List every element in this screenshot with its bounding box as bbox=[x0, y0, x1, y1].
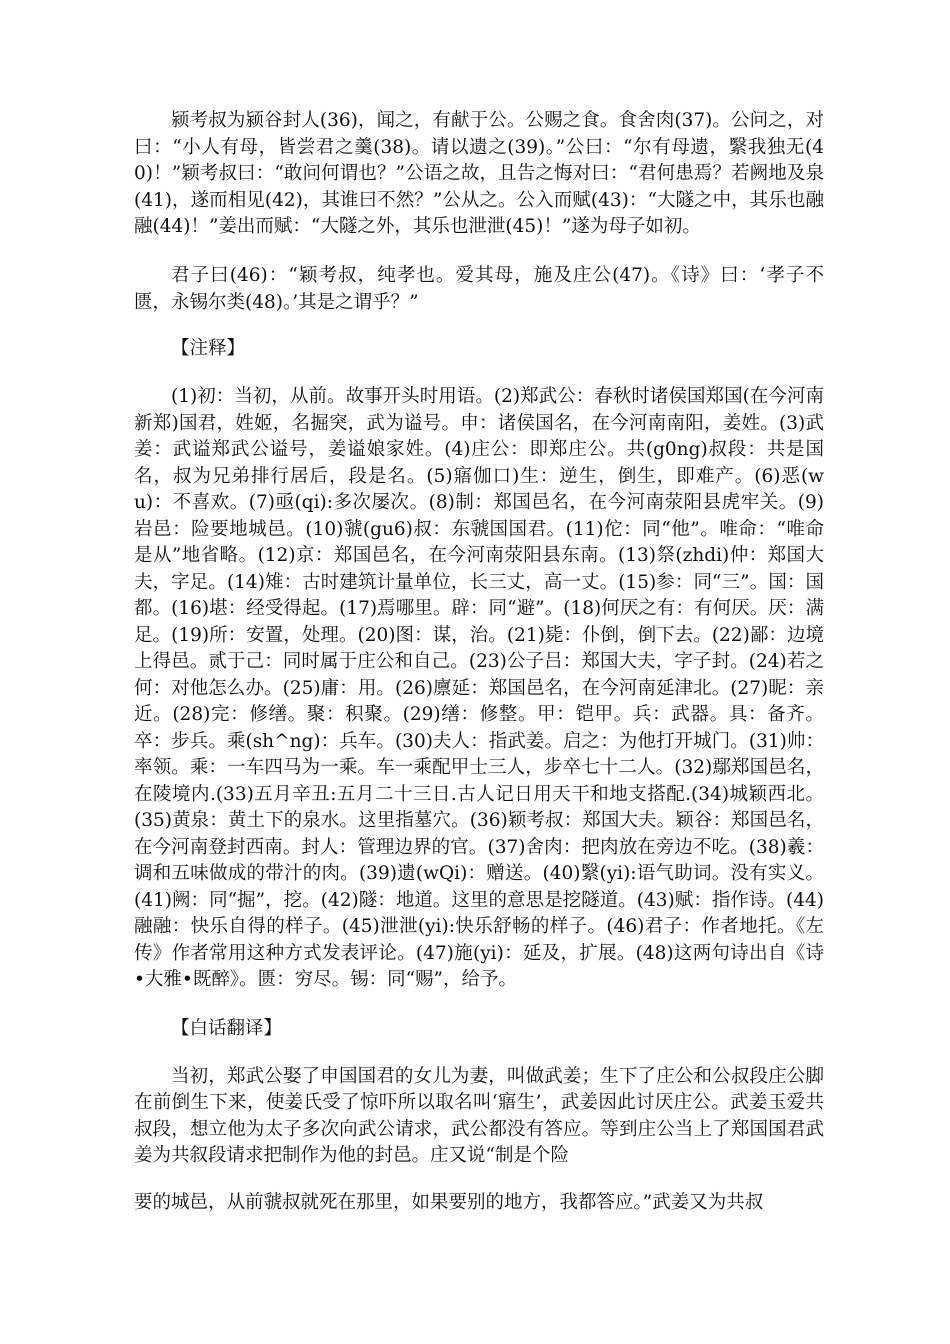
translation-heading: 【白话翻译】 bbox=[171, 1017, 283, 1039]
story-paragraph: 颍考叔为颍谷封人(36)，闻之，有献于公。公赐之食。食舍肉(37)。公问之，对曰：“小人有母，皆尝君之羹(38)。请以遗之(39)。”公曰：“尔有母遗，繄我独无(40)！”颖考叔曰：“敢问何谓也？”公语之故，且告之悔对曰：“君何患焉？若阙地及泉(41)，遂而相见(42)，其谁曰不然？”公从之。公入而赋(43)：“大隧之中，其乐也融融(44)！”姜出而赋：“大隧之外，其乐也泄泄(45)！”遂为母子如初。 bbox=[134, 110, 824, 238]
judgment-paragraph: 君子曰(46)：“颖考叔，纯孝也。爱其母，施及庄公(47)。《诗》曰：‘孝子不匮，永锡尔类(48)。’其是之谓乎？” bbox=[134, 264, 824, 313]
translation-paragraph: 当初，郑武公娶了申国国君的女儿为妻，叫做武姜；生下了庄公和公叔段庄公脚在前倒生下来，使姜氏受了惊吓所以取名叫‘寤生’，武姜因此讨厌庄公。武姜玉爱共叔段，想立他为太子多次向武公请求，武公都没有答应。等到庄公当上了郑国国君武姜为共叙段请求把制作为他的封邑。庄又说“制是个险 bbox=[134, 1065, 824, 1167]
notes-paragraph: (1)初：当初，从前。故事开头时用语。(2)郑武公：春秋时诸侯国郑国(在今河南新郑)国君，姓姬，名掘突，武为谥号。申：诸侯国名，在今河南南阳，姜姓。(3)武姜：武谥郑武公谥号，姜谥娘家姓。(4)庄公：即郑庄公。共(g0ng)叔段：共是国名，叔为兄弟排行居后，段是名。(5)寤伽口)生：逆生，倒生，即难产。(6)恶(wu)：不喜欢。(7)亟(qi):多次屡次。(8)制：郑国邑名，在今河南荥阳县虎牢关。(9)岩邑：险要地城邑。(10)虢(gu6)叔：东虢国国君。(11)佗：同“他”。唯命：“唯命是从”地省略。(12)京：郑国邑名，在今河南荥阳县东南。(13)祭(zhdi)仲：郑国大夫，字足。(14)雉：古时建筑计量单位，长三丈，高一丈。(15)参：同“三”。国：国都。(16)堪：经受得起。(17)焉哪里。辟：同“避”。(18)何厌之有：有何厌。厌：满足。(19)所：安置，处理。(20)图：谋，治。(21)毙：仆倒，倒下去。(22)鄙：边境上得邑。贰于己：同时属于庄公和自己。(23)公子吕：郑国大夫，字子封。(24)若之何：对他怎么办。(25)庸：用。(26)廪延：郑国邑名，在今河南延津北。(27)昵：亲近。(28)完：修缮。聚：积聚。(29)缮：修整。甲：铠甲。兵：武器。具：备齐。卒：步兵。乘(sh^ng)：兵车。(30)夫人：指武姜。启之：为他打开城门。(31)帅：率领。乘：一车四马为一乘。车一乘配甲士三人，步卒七十二人。(32)鄢郑国邑名，在陵境内.(33)五月辛丑:五月二十三日.古人记日用天干和地支搭配.(34)城颖西北。(35)黄泉：黄土下的泉水。这里指墓穴。(36)颖考叔：郑国大夫。颖谷：郑国邑名，在今河南登封西南。封人：管理边界的官。(37)舍肉：把肉放在旁边不吃。(38)羲：调和五味做成的带汁的肉。(39)遗(wQi)：赠送。(40)繄(yi):语气助词。没有实义。(41)阙：同“掘”，挖。(42)隧：地道。这里的意思是挖隧道。(43)赋：指作诗。(44)融融：快乐自得的样子。(45)泄泄(yi):快乐舒畅的样子。(46)君子：作者地托。《左传》作者常用这种方式发表评论。(47)施(yi)：延及，扩展。(48)这两句诗出自《诗•大雅•既醉》。匮：穷尽。锡：同“赐”，给予。 bbox=[134, 386, 824, 991]
document-page bbox=[134, 108, 824, 1217]
translation-continuation: 要的城邑，从前虢叔就死在那里，如果要别的地方，我都答应。”武姜又为共叔 bbox=[134, 1192, 764, 1214]
notes-heading: 【注释】 bbox=[171, 338, 246, 360]
